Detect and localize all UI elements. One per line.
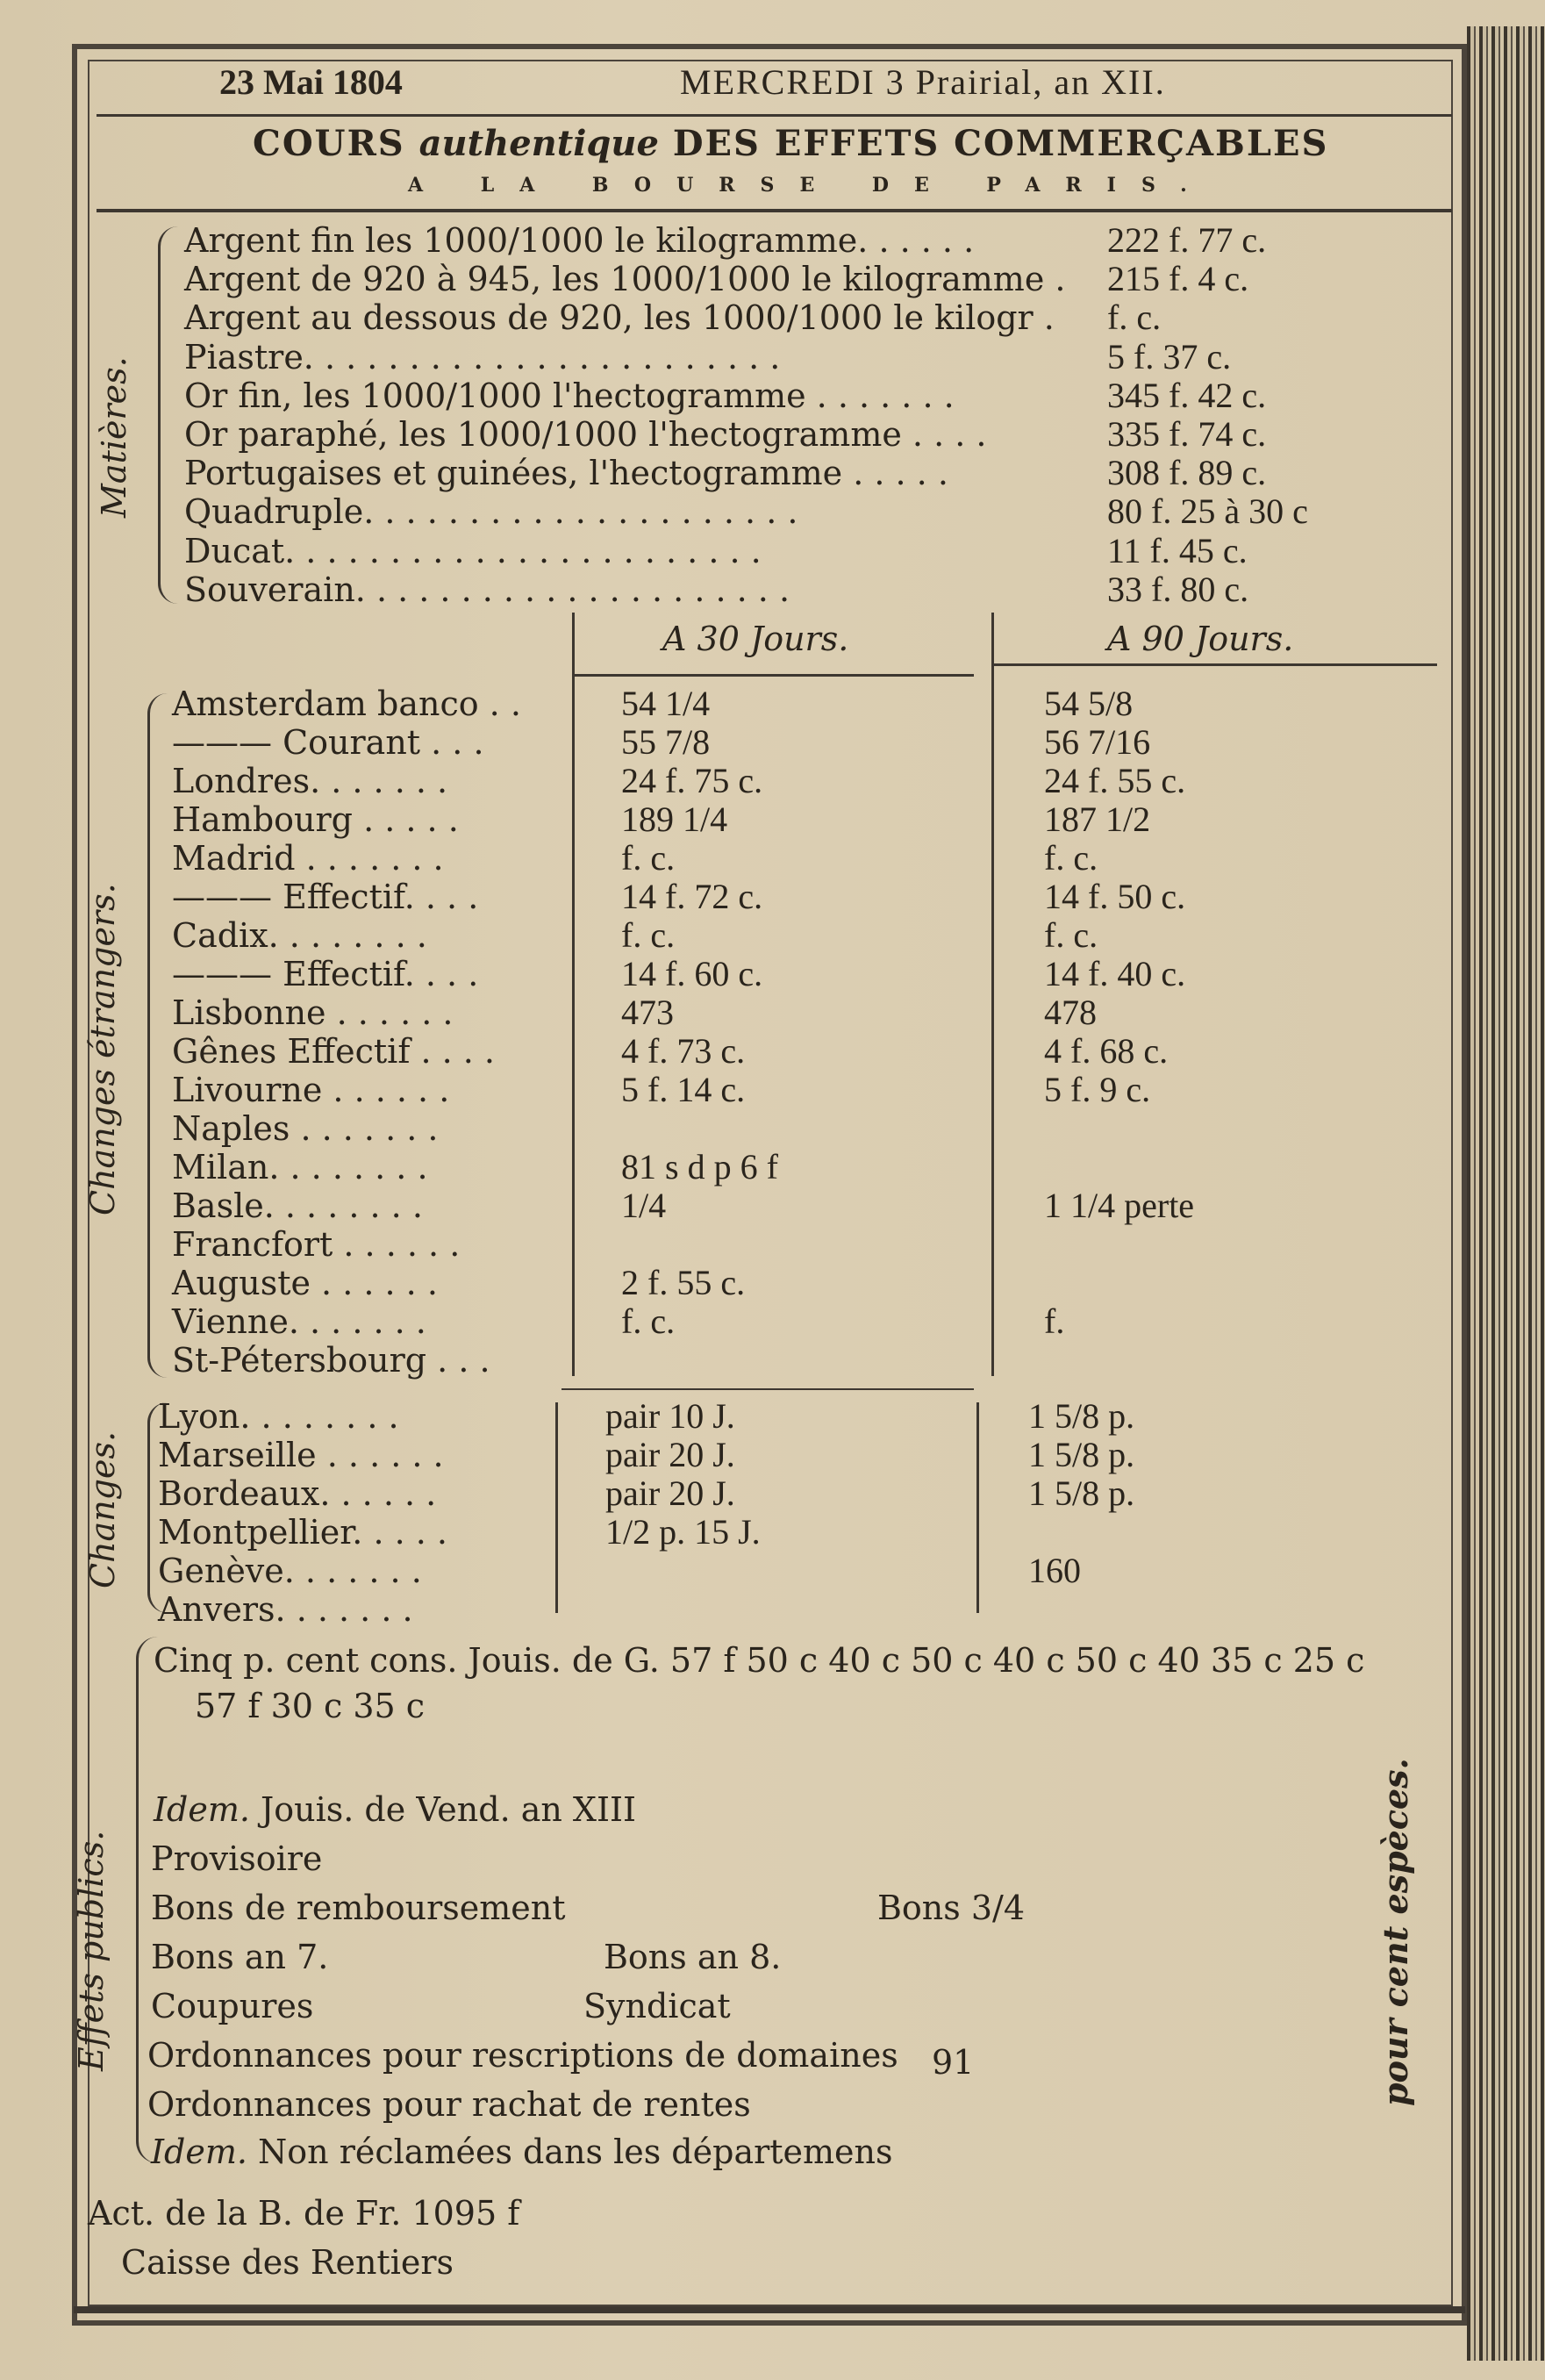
- change-name: Montpellier. . . . .: [158, 1513, 447, 1552]
- change-etranger-name: Hambourg . . . . .: [172, 800, 459, 839]
- change-90j: 160: [1028, 1551, 1081, 1590]
- coupures: Coupures: [151, 1987, 314, 2025]
- change-etranger-90j: 5 f. 9 c.: [1044, 1070, 1151, 1109]
- change-etranger-90j: 187 1/2: [1044, 799, 1151, 839]
- matiere-value: 33 f. 80 c.: [1107, 569, 1249, 609]
- change-name: Marseille . . . . . .: [158, 1436, 444, 1474]
- matiere-name: Argent au dessous de 920, les 1000/1000 le kilogr .: [184, 298, 1055, 338]
- change-etranger-30j: f. c.: [621, 838, 676, 878]
- change-etranger-name: Naples . . . . . . .: [172, 1109, 439, 1148]
- matieres-brace: [158, 226, 178, 604]
- rule-top: [97, 114, 1452, 117]
- change-etranger-30j: f. c.: [621, 915, 676, 955]
- matieres-label: Matières.: [95, 356, 133, 518]
- change-etranger-30j: 24 f. 75 c.: [621, 761, 763, 800]
- change-etranger-name: Auguste . . . . . .: [172, 1264, 438, 1302]
- cinq-pour-cent-line2: 57 f 30 c 35 c: [195, 1687, 426, 1725]
- rule-changes: [561, 1388, 974, 1390]
- change-etranger-30j: 14 f. 60 c.: [621, 954, 763, 993]
- rule-col-90: [994, 663, 1437, 666]
- change-etranger-30j: 81 s d p 6 f: [621, 1147, 778, 1186]
- change-etranger-90j: 24 f. 55 c.: [1044, 761, 1186, 800]
- change-etranger-90j: 1 1/4 perte: [1044, 1186, 1195, 1225]
- change-etranger-90j: 54 5/8: [1044, 684, 1134, 723]
- change-etranger-name: Basle. . . . . . . .: [172, 1186, 423, 1225]
- change-etranger-name: Amsterdam banco . .: [172, 685, 521, 723]
- change-etranger-30j: 54 1/4: [621, 684, 711, 723]
- matiere-value: 80 f. 25 à 30 c: [1107, 491, 1308, 532]
- bons-an-8: Bons an 8.: [604, 1938, 782, 1976]
- matiere-name: Or paraphé, les 1000/1000 l'hectogramme . . . .: [184, 415, 987, 454]
- col-30-header: A 30 Jours.: [662, 620, 849, 658]
- matiere-name: Quadruple. . . . . . . . . . . . . . . . . . . . .: [184, 492, 798, 532]
- header-title: [253, 123, 1328, 164]
- caisse-rentiers: Caisse des Rentiers: [121, 2243, 454, 2282]
- change-etranger-90j: f. c.: [1044, 838, 1098, 878]
- change-etranger-30j: f. c.: [621, 1301, 676, 1341]
- rule-col-30: [575, 674, 974, 677]
- col-90-header: A 90 Jours.: [1107, 620, 1294, 658]
- matiere-name: Portugaises et guinées, l'hectogramme . . . . .: [184, 454, 948, 493]
- change-etranger-name: St-Pétersbourg . . .: [172, 1341, 490, 1380]
- matiere-name: Souverain. . . . . . . . . . . . . . . . . . . . .: [184, 570, 790, 609]
- change-etranger-90j: 478: [1044, 993, 1097, 1032]
- change-etranger-name: ——— Effectif. . . .: [172, 955, 479, 993]
- idem-jouis-vend: Idem. Jouis. de Vend. an XIII: [154, 1790, 637, 1829]
- change-etranger-30j: 2 f. 55 c.: [621, 1263, 746, 1302]
- header-date: 23 Mai 1804: [219, 62, 403, 102]
- header-day: MERCREDI 3 Prairial, an XII.: [680, 62, 1166, 102]
- change-etranger-90j: 14 f. 40 c.: [1044, 954, 1186, 993]
- change-90j: 1 5/8 p.: [1028, 1435, 1135, 1474]
- provisoire: Provisoire: [151, 1839, 323, 1878]
- change-etranger-30j: 14 f. 72 c.: [621, 877, 763, 916]
- changes-etrangers-label: Changes étrangers.: [83, 883, 122, 1215]
- matiere-value: 345 f. 42 c.: [1107, 375, 1267, 415]
- change-etranger-name: Madrid . . . . . . .: [172, 839, 444, 878]
- change-etranger-30j: 189 1/4: [621, 799, 728, 839]
- title-cours: COURS: [253, 123, 405, 164]
- change-etranger-name: Vienne. . . . . . .: [172, 1302, 426, 1341]
- change-30j: pair 10 J.: [605, 1396, 735, 1436]
- change-etranger-30j: 473: [621, 993, 674, 1032]
- col-divider-changes-left: [555, 1402, 558, 1613]
- effets-publics-label: Effets publics.: [72, 1830, 111, 2071]
- rule-header-bottom: [97, 209, 1452, 212]
- ordonnances-rescriptions-value: 91: [932, 2043, 975, 2082]
- matiere-value: f. c.: [1107, 298, 1162, 338]
- cinq-pour-cent-line: Cinq p. cent cons. Jouis. de G. 57 f 50 c 40 c 50 c 40 c 50 c 40 35 c 25 c: [154, 1641, 1365, 1680]
- change-etranger-name: ——— Courant . . .: [172, 723, 484, 762]
- change-etranger-90j: 56 7/16: [1044, 722, 1151, 762]
- matiere-value: 5 f. 37 c.: [1107, 336, 1232, 376]
- matiere-value: 215 f. 4 c.: [1107, 259, 1249, 299]
- idem-non-reclamees: Idem. Non réclamées dans les départemens: [151, 2133, 893, 2171]
- matiere-name: Ducat. . . . . . . . . . . . . . . . . . . . . . .: [184, 531, 762, 570]
- matiere-name: Or fin, les 1000/1000 l'hectogramme . . . . . . .: [184, 376, 955, 415]
- matiere-name: Argent de 920 à 945, les 1000/1000 le kilogramme .: [184, 260, 1066, 299]
- matiere-value: 11 f. 45 c.: [1107, 530, 1248, 570]
- change-etranger-name: Milan. . . . . . . .: [172, 1148, 428, 1186]
- bons-remboursement: Bons de remboursement: [151, 1889, 566, 1927]
- matiere-value: 308 f. 89 c.: [1107, 453, 1267, 493]
- change-etranger-name: Francfort . . . . . .: [172, 1225, 461, 1264]
- change-30j: pair 20 J.: [605, 1473, 735, 1513]
- change-etranger-30j: 1/4: [621, 1186, 667, 1225]
- rule-bottom: [74, 2306, 1465, 2313]
- change-etranger-90j: f.: [1044, 1301, 1065, 1341]
- matiere-value: 335 f. 74 c.: [1107, 414, 1267, 454]
- change-90j: 1 5/8 p.: [1028, 1396, 1135, 1436]
- changes-label: Changes.: [83, 1430, 122, 1588]
- title-effets: DES EFFETS COMMERÇABLES: [672, 123, 1329, 164]
- ordonnances-rescriptions: Ordonnances pour rescriptions de domaines: [147, 2036, 898, 2075]
- matiere-value: 222 f. 77 c.: [1107, 220, 1267, 260]
- change-etranger-name: Gênes Effectif . . . .: [172, 1032, 496, 1071]
- change-etranger-name: Londres. . . . . . .: [172, 762, 448, 800]
- change-etranger-90j: 14 f. 50 c.: [1044, 877, 1186, 916]
- pour-cent-especes-label: pour cent espèces.: [1376, 1758, 1415, 2106]
- actions-banque-france: Act. de la B. de Fr. 1095 f: [88, 2194, 520, 2233]
- changes-etrangers-brace: [147, 693, 168, 1378]
- change-etranger-30j: 4 f. 73 c.: [621, 1031, 746, 1071]
- bons-trois-quarts: Bons 3/4: [877, 1889, 1026, 1927]
- change-name: Bordeaux. . . . . .: [158, 1474, 437, 1513]
- change-name: Anvers. . . . . . .: [158, 1590, 413, 1629]
- title-authentique: authentique: [418, 123, 659, 164]
- col-divider-changes-right: [976, 1402, 979, 1613]
- change-90j: 1 5/8 p.: [1028, 1473, 1135, 1513]
- page-stack-edge: [1467, 26, 1545, 2361]
- change-etranger-90j: f. c.: [1044, 915, 1098, 955]
- change-etranger-90j: 4 f. 68 c.: [1044, 1031, 1169, 1071]
- matiere-name: Piastre. . . . . . . . . . . . . . . . . . . . . . .: [184, 337, 781, 376]
- bons-an-7: Bons an 7.: [151, 1938, 329, 1976]
- change-etranger-name: Cadix. . . . . . . .: [172, 916, 427, 955]
- change-etranger-30j: 5 f. 14 c.: [621, 1070, 746, 1109]
- change-etranger-30j: 55 7/8: [621, 722, 711, 762]
- change-name: Lyon. . . . . . . .: [158, 1397, 399, 1436]
- change-etranger-name: ——— Effectif. . . .: [172, 878, 479, 916]
- change-name: Genève. . . . . . .: [158, 1552, 422, 1590]
- change-etranger-name: Livourne . . . . . .: [172, 1071, 450, 1109]
- syndicat: Syndicat: [583, 1987, 731, 2025]
- col-divider-left: [572, 613, 575, 1376]
- ordonnances-rachat: Ordonnances pour rachat de rentes: [147, 2085, 751, 2124]
- change-30j: pair 20 J.: [605, 1435, 735, 1474]
- matiere-name: Argent fin les 1000/1000 le kilogramme. . . . . .: [184, 221, 975, 260]
- change-etranger-name: Lisbonne . . . . . .: [172, 993, 454, 1032]
- header-subtitle: A LA BOURSE DE PARIS.: [408, 174, 1212, 197]
- change-30j: 1/2 p. 15 J.: [605, 1512, 761, 1552]
- col-divider-right: [991, 613, 994, 1376]
